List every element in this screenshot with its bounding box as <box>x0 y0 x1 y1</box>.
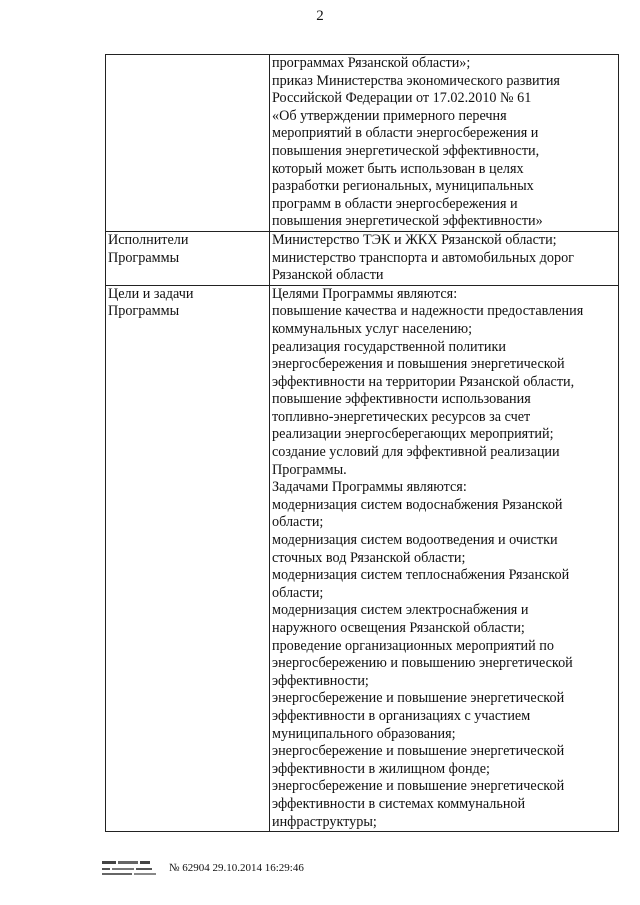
cell-text-line: модернизация систем водоотведения и очистки <box>272 532 558 549</box>
cell-text-line: сточных вод Рязанской области; <box>272 549 466 566</box>
cell-text-line: программ в области энергосбережения и <box>272 195 518 212</box>
table-row <box>106 285 619 831</box>
cell-text-line: эффективности в жилищном фонде; <box>272 760 490 777</box>
cell-text-line: министерство транспорта и автомобильных дорог <box>272 249 574 266</box>
cell-text-line: реализация государственной политики <box>272 338 506 355</box>
row-value-cell <box>270 55 619 232</box>
row-value-cell <box>270 231 619 285</box>
cell-text-line: топливно-энергетических ресурсов за счет <box>272 408 531 425</box>
cell-text-line: повышение качества и надежности предоставления <box>272 303 584 320</box>
table-row <box>106 231 619 285</box>
row-label-cell <box>106 285 270 831</box>
row-label-line: Программы <box>108 249 180 266</box>
cell-text-line: эффективности в организациях с участием <box>272 707 531 724</box>
cell-text-line: инфраструктуры; <box>272 813 377 830</box>
cell-text-line: модернизация систем теплоснабжения Рязанской <box>272 567 570 584</box>
cell-text-line: эффективности на территории Рязанской области, <box>272 373 575 390</box>
cell-text-line: реализации энергосберегающих мероприятий; <box>272 426 554 443</box>
cell-text-line: энергосбережение и повышение энергетической <box>272 778 565 795</box>
cell-text-line: Целями Программы являются: <box>272 285 458 302</box>
cell-text-line: эффективности; <box>272 672 369 689</box>
cell-text-line: повышения энергетической эффективности» <box>272 213 543 230</box>
cell-text-line: проведение организационных мероприятий по <box>272 637 554 654</box>
cell-text-line: модернизация систем водоснабжения Рязанской <box>272 496 563 513</box>
cell-text-line: эффективности в системах коммунальной <box>272 795 526 812</box>
row-label-line: Цели и задачи <box>108 285 194 302</box>
table-row <box>106 55 619 232</box>
cell-text-line: «Об утверждении примерного перечня <box>272 107 507 124</box>
page-number: 2 <box>316 8 324 24</box>
cell-text-line: Задачами Программы являются: <box>272 479 467 496</box>
cell-text-line: разработки региональных, муниципальных <box>272 178 534 195</box>
cell-text-line: модернизация систем электроснабжения и <box>272 602 529 619</box>
cell-text-line: области; <box>272 514 324 531</box>
cell-text-line: программах Рязанской области»; <box>272 55 471 71</box>
cell-text-line: повышения энергетической эффективности, <box>272 142 540 159</box>
registration-number: № 62904 29.10.2014 16:29:46 <box>169 862 304 874</box>
row-label-line: Исполнители <box>108 231 189 248</box>
document-registry-stamp-icon <box>101 859 163 877</box>
cell-text-line: коммунальных услуг населению; <box>272 320 473 337</box>
cell-text-line: энергосбережения и повышения энергетической <box>272 356 565 373</box>
cell-text-line: области; <box>272 584 324 601</box>
cell-text-line: энергосбережение и повышение энергетической <box>272 743 565 760</box>
row-label-cell <box>106 55 270 232</box>
program-passport-table <box>105 54 619 832</box>
cell-text-line: Министерство ТЭК и ЖКХ Рязанской области; <box>272 231 557 248</box>
cell-text-line: энергосбережению и повышению энергетической <box>272 655 573 672</box>
cell-text-line: наружного освещения Рязанской области; <box>272 620 525 636</box>
cell-text-line: муниципального образования; <box>272 725 456 742</box>
row-label-cell <box>106 231 270 285</box>
document-footer <box>101 859 304 877</box>
cell-text-line: Рязанской области <box>272 267 384 284</box>
cell-text-line: мероприятий в области энергосбережения и <box>272 125 539 142</box>
cell-text-line: Программы. <box>272 461 347 478</box>
cell-text-line: энергосбережение и повышение энергетической <box>272 690 565 707</box>
cell-text-line: повышение эффективности использования <box>272 391 531 408</box>
cell-text-line: который может быть использован в целях <box>272 160 524 177</box>
cell-text-line: создание условий для эффективной реализации <box>272 444 560 461</box>
row-value-cell <box>270 285 619 831</box>
cell-text-line: приказ Министерства экономического развития <box>272 72 560 89</box>
cell-text-line: Российской Федерации от 17.02.2010 № 61 <box>272 90 532 107</box>
row-label-line: Программы <box>108 303 180 320</box>
